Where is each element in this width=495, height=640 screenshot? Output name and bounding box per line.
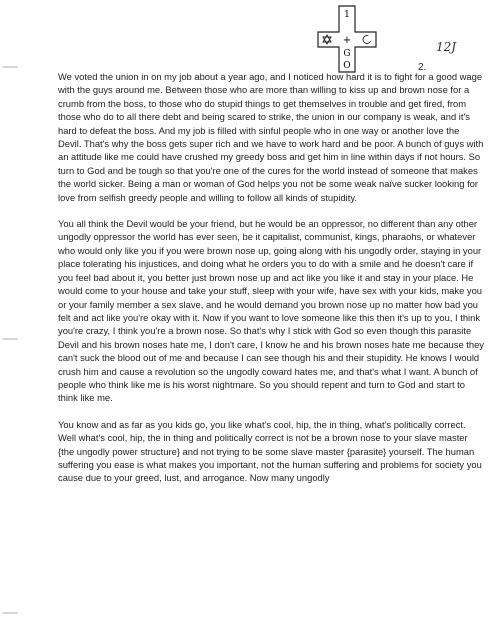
cross-drawing (312, 4, 382, 74)
handwritten-page-mark: 12J (436, 40, 457, 54)
cross-center-glyph: + (342, 35, 352, 46)
hand-drawn-cross (312, 4, 382, 74)
cross-lower-glyph: G (343, 49, 351, 59)
body-text (58, 70, 484, 498)
paragraph-2: You all think the Devil would be your friend, but he would be an oppressor, no different than any other ungodly oppressor the world has ever seen, be it capitalist, communist, kings, pharaohs, or whatever who would only like you if you were brown nose up, going along with his ungodly order, staying in your place tolerating his injustices, and doing what he orders you to do with a smile and he doesn't care if you feel bad about it, you better just brown nose up and act like you like it and stay in your place. He would come to your house and take your stuff, sleep with your wife, have sex with your kids, make you or your family member a sex slave, and he would demand you brown nose up no matter how bad you felt and act like you're okay with it. Now if you want to love someone like this then it's up to you, I think you're crazy, I think you're a brown nose. So that's why I stick with God so even though this parasite Devil and his brown noses hate me, I don't care, I know he and his brown noses hate me because they can't suck the blood out of me and because I can see though his and their stupidity. He knows I would crush him and cause a revolution so the ungodly coward hates me, and that's what I want. A bunch of people who think like me is his worst nightmare. So you should repent and turn to God and start to think like me. (58, 218, 484, 404)
page-number: 2. (418, 62, 427, 73)
punch-hole-mark-middle (2, 338, 18, 340)
cross-bottom-glyph: O (343, 61, 351, 71)
star-of-david-icon (323, 35, 331, 44)
cross-top-glyph: 1 (344, 10, 350, 20)
punch-hole-mark-top (2, 66, 18, 68)
paragraph-3: You know and as far as you kids go, you like what's cool, hip, the in thing, what's politically correct. Well what's cool, hip, the in thing and politically correct is not be a brown nose to your slave master {the ungodly power structure} and not trying to be some slave master {parasite} yourself. The human suffering you ease is what makes you important, not the human suffering and problems for society you cause due to your greed, lust, and arrogance. Now many ungodly (58, 418, 482, 484)
crescent-moon-icon (363, 36, 372, 44)
paragraph-1: We voted the union in on my job about a year ago, and I noticed how hard it is to fight for a good wage with the guys around me. Between those who are more than willing to kiss up and brown nose for a crumb from the boss, to those who do stupid things to get themselves in trouble and get fired, from those who do to all there debt and being scared to strike, the union in our company is weak, and it's hard to defeat the boss. And my job is filled with sinful people who in one way or another love the Devil. That's why the boss gets super rich and we have to work hard and be poor. A bunch of guys with an attitude like me could have crushed my greedy boss and get him in line within days if not hours. So turn to God and be tough so that you're one of the cures for the world instead of someone that makes the world sicker. Being a man or woman of God helps you not be some weak naïve sucker looking for love from selfish greedy people and willing to follow all kinds of stupidity. (58, 71, 484, 203)
punch-hole-mark-bottom (2, 612, 18, 614)
